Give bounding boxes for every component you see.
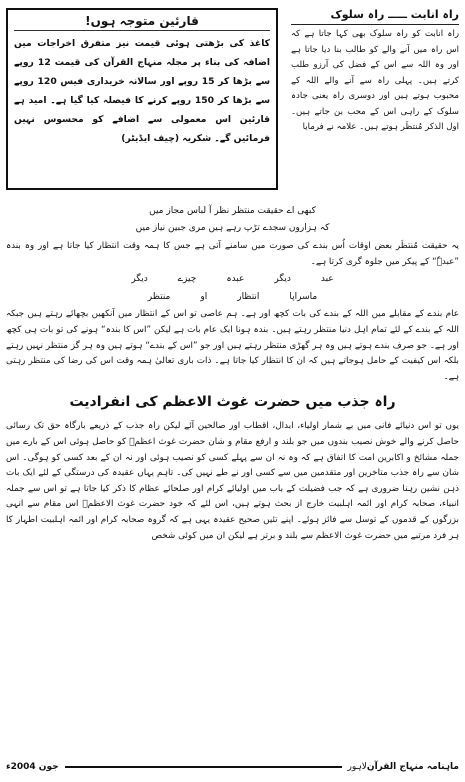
main-article — [6, 201, 459, 546]
poem-word: عبد — [320, 274, 334, 285]
poem-word: دیگر — [131, 274, 148, 285]
paragraph: یوں تو اس دنیائے فانی میں بے شمار اولیاء، ابدال، اقطاب اور صالحین آئے لیکن راہ جذب کے ذریعے بارگاہ حق تک رسائی حاصل کرنے والے خوش نصیب بندوں میں جو بلند و ارفع مقام و شان حضرت غوث اعظمؓ کو حاصل ہوئی اس کے بارے میں جملہ مشائخ و اکابرین امت کا اتفاق ہے کہ وہ نہ ان سے پہلے کسی کو نصیب ہوئی اور نہ ان کے بعد کسی کو ہوگی۔ اس شان سے راہ جذب متاخرین اور متقدمین میں سے کسی اور نے طے نہیں کی۔ تاہم یہاں عقیدہ کی درستگی کے لئے ایک بات ذہن نشین رہنا ضروری ہے کہ جب فضیلت کے باب میں اولیائے کرام اور صلحائے عظام کا ذکر کیا جاتا ہے تو اس سے جملہ انبیاء، صحابہ کرام اور ائمہ اہلبیت خارج از بحث ہوتے ہیں، اس لئے کہ خود حضرت غوث الاعظمؓ اس مقام سے انہی بزرگوں کے قدموں کے توسل سے فائز ہوئے۔ اپنے تئیں صحیح عقیدہ یہی ہے کہ گروہ صحابہ کرام اور ائمہ اہلبیت اطہار کا ہر فرد مرتبے میں حضرت غوث الاعظم سے بلند و برتر ہے لیکن ان میں کوئی شخص — [6, 421, 459, 541]
poem-word: دیگر — [274, 274, 291, 285]
magazine-page — [6, 6, 459, 776]
column-text: راہ انابت کو راہ سلوک بھی کہا جاتا ہے کہ اس راہ میں آنے والے کو طالب بنا دیا جاتا ہے اور وہ اللہ سے اس کے فضل کی آرزو طلب کرتے ہیں۔ پہلی راہ سے آنے والے اللہ کے محبوب ہوتے ہیں اور دوسری راہ یعنی جادہ سلوک کے راہی اس کے محب بن جاتے ہیں۔ اول الذکر مُنتظَر ہوتے ہیں۔ علامہ نے فرمایا — [291, 29, 459, 132]
poem-couplet-2-line-2 — [6, 290, 459, 306]
page-footer — [6, 758, 459, 776]
footer-city: لاہور — [347, 762, 367, 772]
poem-couplet-2-line-1 — [6, 272, 459, 288]
notice-body: کاغذ کی بڑھتی ہوئی قیمت نیز متفرق اخراجات میں اضافہ کی بناء پر مجلہ منہاج القرآن کی قیمت 12 روپے سے بڑھا کر 15 روپے اور سالانہ خریداری فیس 120 روپے سے بڑھا کر 150 روپے کرنے کا فیصلہ کیا گیا ہے۔ امید ہے قارئین اس معمولی سے اضافے کو محسوس نہیں فرمائیں گے۔ شکریہ (چیف ایڈیٹر) — [14, 38, 271, 144]
top-columns — [6, 6, 459, 194]
poem-line: کبھی اے حقیقت منتظر نظر آ لباس مجاز میں — [149, 206, 316, 216]
poem-word: انتظار — [237, 291, 260, 302]
article-column-right — [291, 6, 459, 194]
poem-word: عبدہ — [226, 274, 245, 285]
poem-word: چیزے — [177, 274, 197, 285]
poem-word: او — [200, 291, 208, 302]
poem-couplet-1 — [6, 203, 459, 237]
paragraph: یہ حقیقت مُنتظَر بعض اوقات اُس بندے کی صورت میں سامنے آتی ہے جس کا ہمہ وقت انتظار کیا جاتا ہے اور وہ بندہ ”عبدہٗ“ کے پیکر میں جلوہ گری کرتا ہے۔ — [6, 241, 459, 267]
footer-rule — [65, 766, 342, 768]
section-title: راہ جذب میں حضرت غوث الاعظم کی انفرادیت — [69, 394, 396, 411]
paragraph: عام بندے کے مقابلے میں اللہ کے بندے کی بات کچھ اور ہے۔ ہم عاصی تو اس کے انتظار میں آنکھیں بچھائے رہتے ہیں جبکہ اللہ کے بندے کے لئے تمام اہل دنیا منتظر رہتے ہیں۔ بندہ ہونا ایک عام بات ہے لیکن ”اس کا بندہ“ ہونے کی تو بات ہی کچھ اور ہے۔ جو صرف بندے ہوتے ہیں وہ ہر گھڑی منتظر رہتے ہیں اور جو ”اس کے بندے“ ہوتے ہیں وہ ہر گز منتظر نہیں رہتے بلکہ اس کیفیت کے حامل ہوجاتے ہیں کہ ان کا انتظار کیا جاتا ہے۔ ذات باری تعالیٰ ہمہ وقت اس کی رضا کی منتظر رہتی ہے۔ — [6, 309, 459, 382]
poem-line: کہ ہزاروں سجدے تڑپ رہے ہیں مری جبین نیاز میں — [135, 223, 330, 233]
column-heading: راہ انابت ـــــ راہ سلوک — [291, 6, 459, 25]
poem-word: منتظر — [147, 291, 171, 302]
footer-magazine-name: ماہنامہ منہاج القرآن — [366, 762, 459, 772]
notice-title: قارئین متوجہ ہوں! — [14, 14, 270, 31]
footer-date: جون 2004ء — [6, 762, 59, 772]
readers-notice-box — [6, 8, 278, 190]
poem-word: ماسراپا — [289, 291, 318, 302]
